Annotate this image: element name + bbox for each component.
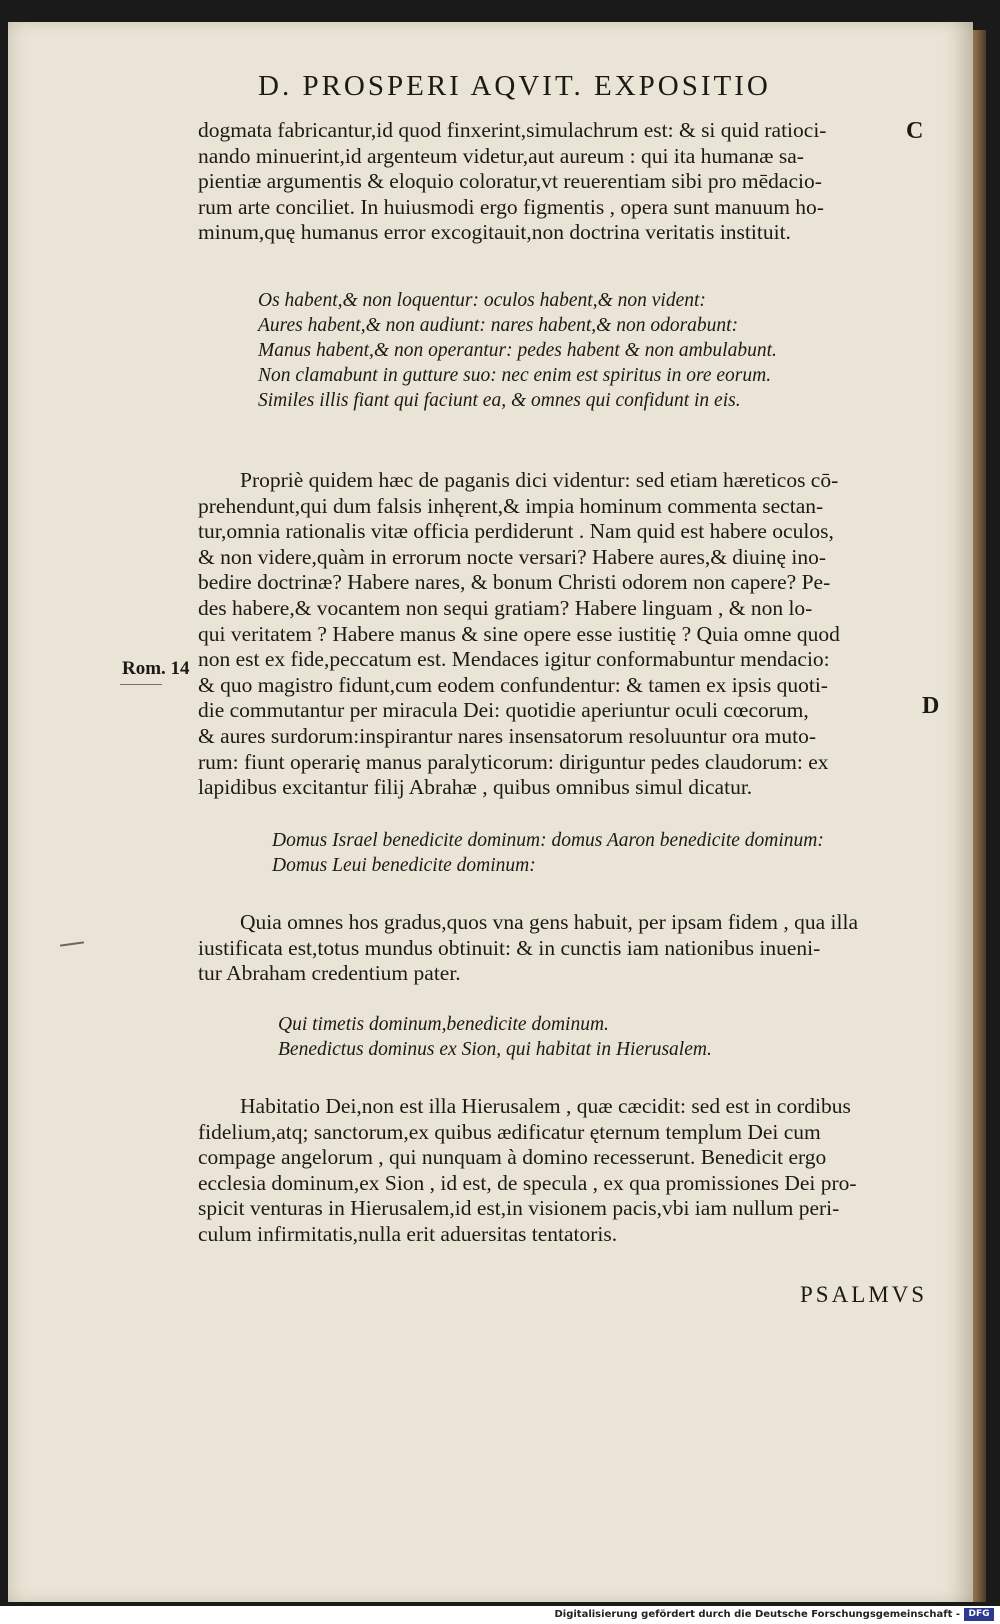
text-line: fidelium,atq; sanctorum,ex quibus ædificatur ęternum templum Dei cum (198, 1119, 821, 1144)
text-line: Propriè quidem hæc de paganis dici videntur: sed etiam hæreticos cō- (240, 468, 839, 492)
text-line: bedire doctrinæ? Habere nares, & bonum Christi odorem non capere? Pe- (198, 570, 831, 595)
text-line: Quia omnes hos gradus,quos vna gens habuit, per ipsam fidem , qua illa (240, 910, 859, 934)
text-line: tur,omnia rationalis vitæ officia perdiderunt . Nam quid est habere oculos, (198, 519, 834, 544)
text-line: dogmata fabricantur,id quod finxerint,simulachrum est: & si quid ratioci- (198, 118, 827, 142)
psalm-verse-block-1 (258, 288, 777, 413)
paragraph-commentary-3 (198, 910, 938, 987)
text-line: rum arte conciliet. In huiusmodi ergo figmentis , opera sunt manuum ho- (198, 194, 824, 219)
paragraph-commentary-4 (198, 1094, 938, 1248)
text-line: ecclesia dominum,ex Sion , id est, de specula , ex qua promissiones Dei pro- (198, 1170, 857, 1195)
text-line: tur Abraham credentium pater. (198, 961, 461, 986)
verse-line: Benedictus dominus ex Sion, qui habitat in Hierusalem. (278, 1039, 712, 1060)
psalm-verse-block-2 (272, 828, 824, 878)
margin-note-rule (120, 684, 162, 685)
text-line: non est ex fide,peccatum est. Mendaces igitur conformabuntur mendacio: (198, 647, 830, 672)
text-line: des habere,& vocantem non sequi gratiam? Habere linguam , & non lo- (198, 595, 813, 620)
text-line: qui veritatem ? Habere manus & sine opere esse iustitię ? Quia omne quod (198, 621, 840, 646)
text-line: spicit venturas in Hierusalem,id est,in visionem pacis,vbi iam nullum peri- (198, 1196, 840, 1221)
verse-line: Qui timetis dominum,benedicite dominum. (278, 1014, 609, 1035)
text-line: pientiæ argumentis & eloquio coloratur,vt reuerentiam sibi pro mēdacio- (198, 169, 822, 194)
dfg-logo: DFG (964, 1608, 994, 1621)
text-line: & non videre,quàm in errorum nocte versari? Habere aures,& diuinę ino- (198, 544, 827, 569)
digitization-credit: Digitalisierung gefördert durch die Deutsche Forschungsgemeinschaft - (554, 1609, 960, 1620)
verse-line: Non clamabunt in gutture suo: nec enim est spiritus in ore eorum. (258, 365, 772, 386)
verse-line: Aures habent,& non audiunt: nares habent,& non odorabunt: (258, 315, 739, 336)
text-line: die commutantur per miracula Dei: quotidie aperiuntur oculi cœcorum, (198, 698, 809, 723)
verse-line: Similes illis fiant qui faciunt ea, & omnes qui confidunt in eis. (258, 390, 741, 411)
verse-line: Domus Leui benedicite dominum: (272, 855, 536, 876)
text-line: nando minuerint,id argenteum videtur,aut aureum : qui ita humanæ sa- (198, 143, 804, 168)
margin-letter-c: C (906, 118, 924, 144)
book-page (8, 22, 973, 1602)
text-line: minum,quę humanus error excogitauit,non doctrina veritatis instituit. (198, 220, 791, 245)
text-line: & quo magistro fidunt,cum eodem confundentur: & tamen ex ipsis quoti- (198, 672, 828, 697)
text-line: compage angelorum , qui nunquam à domino recesserunt. Benedicit ergo (198, 1145, 827, 1170)
verse-line: Os habent,& non loquentur: oculos habent,& non vident: (258, 290, 706, 311)
text-line: Habitatio Dei,non est illa Hierusalem , quæ cæcidit: sed est in cordibus (240, 1094, 851, 1118)
verse-line: Manus habent,& non operantur: pedes habent & non ambulabunt. (258, 340, 777, 361)
verse-line: Domus Israel benedicite dominum: domus Aaron benedicite dominum: (272, 830, 824, 851)
text-line: lapidibus excitantur filij Abrahæ , quibus omnibus simul dicatur. (198, 775, 753, 800)
text-line: iustificata est,totus mundus obtinuit: & in cunctis iam nationibus inueni- (198, 935, 821, 960)
text-line: rum: fiunt operarię manus paralyticorum: diriguntur pedes claudorum: ex (198, 749, 829, 774)
text-line: & aures surdorum:inspirantur nares insensatorum resoluuntur ora muto- (198, 723, 816, 748)
paragraph-commentary-1 (198, 118, 938, 246)
catchword: PSALMVS (800, 1282, 928, 1307)
margin-letter-d: D (922, 693, 940, 719)
paragraph-commentary-2 (198, 468, 938, 801)
margin-note-scripture-reference: Rom. 14 (122, 658, 190, 679)
text-line: culum infirmitatis,nulla erit aduersitas tentatoris. (198, 1221, 618, 1246)
running-head: D. PROSPERI AQVIT. EXPOSITIO (258, 70, 771, 102)
text-line: prehendunt,qui dum falsis inhęrent,& impia hominum commenta sectan- (198, 493, 824, 518)
psalm-verse-block-3 (278, 1012, 712, 1062)
